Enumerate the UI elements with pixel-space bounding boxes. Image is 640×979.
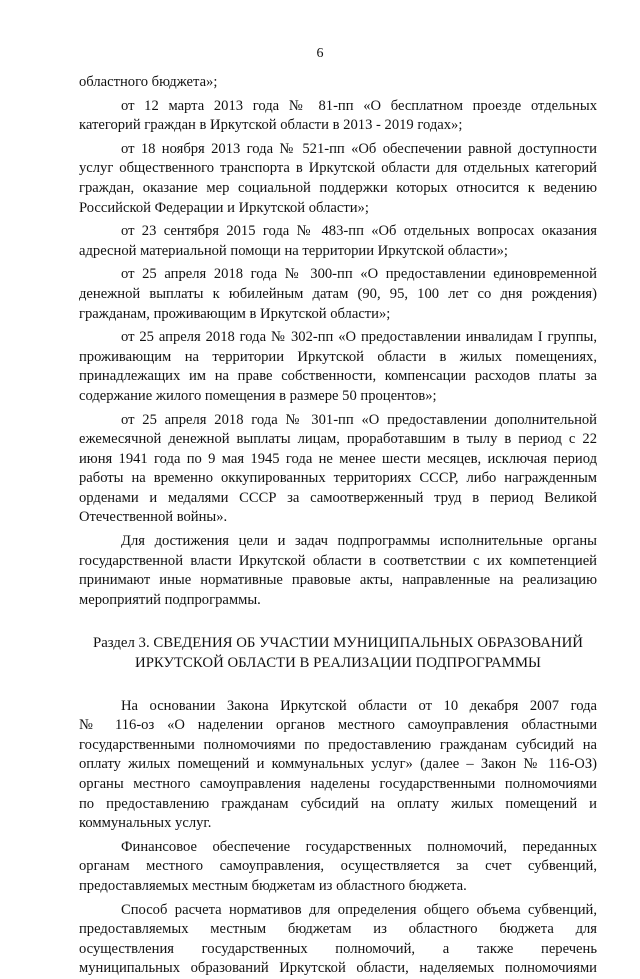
paragraph <box>79 697 597 834</box>
text-line: от 18 ноября 2013 года № 521-пп «Об обеспечении равной доступности <box>121 140 597 157</box>
section-heading-line-2: ИРКУТСКОЙ ОБЛАСТИ В РЕАЛИЗАЦИИ ПОДПРОГРАММЫ <box>135 655 541 672</box>
text-line: от 25 апреля 2018 года № 300-пп «О предоставлении единовременной <box>121 266 597 283</box>
paragraph <box>79 411 597 529</box>
text-line: государственными полномочиями по предоставлению гражданам субсидий на <box>79 736 597 753</box>
text-line: областного бюджета»; <box>79 74 218 90</box>
paragraphs-section-3 <box>79 697 597 979</box>
paragraph <box>79 73 597 93</box>
text-line: принимают иные нормативные правовые акты, направленные на реализацию <box>79 572 597 589</box>
text-line: муниципальных образований Иркутской области, наделяемых полномочиями <box>79 960 597 977</box>
text-line: работы на временно оккупированных территориях СССР, либо награжденным <box>79 470 597 487</box>
paragraph <box>79 838 597 897</box>
text-line: от 25 апреля 2018 года № 301-пп «О предоставлении дополнительной <box>121 411 597 428</box>
text-line: оплату жилых помещений и коммунальных услуг» (далее – Закон № 116-ОЗ) <box>79 756 597 773</box>
text-line: государственной власти Иркутской области в соответствии с их компетенцией <box>79 552 597 569</box>
text-line: принадлежащих им на праве собственности, компенсации расходов платы за <box>79 368 597 385</box>
paragraph <box>79 222 597 261</box>
paragraph <box>79 328 597 406</box>
text-line: проживающим на территории Иркутской области в жилых помещениях, <box>79 348 597 365</box>
page-number: 6 <box>316 46 324 61</box>
text-line: мероприятий подпрограммы. <box>79 591 261 608</box>
text-line: коммунальных услуг. <box>79 815 212 832</box>
text-line: осуществления государственных полномочий, а также перечень <box>79 940 597 957</box>
text-line: № 116-оз «О наделении органов местного самоуправления областными <box>79 717 597 734</box>
paragraphs-before-section <box>79 73 597 610</box>
text-line: адресной материальной помощи на территории Иркутской области»; <box>79 242 508 259</box>
text-line: орденами и медалями СССР за самоотверженный труд в период Великой <box>79 489 597 506</box>
paragraph <box>79 140 597 218</box>
text-line: предоставляемых местным бюджетам из областного бюджета. <box>79 877 467 894</box>
text-line: по предоставлению гражданам субсидий на оплату жилых помещений и <box>79 795 597 812</box>
text-line: от 12 марта 2013 года № 81-пп «О бесплатном проезде отдельных <box>121 97 597 114</box>
text-line: содержание жилого помещения в размере 50 процентов»; <box>79 387 437 404</box>
text-line: граждан, оказание мер социальной поддержки которых относится к ведению <box>79 179 597 196</box>
text-line: органам местного самоуправления, осуществляется за счет субвенций, <box>79 858 597 875</box>
text-line: органы местного самоуправления наделены государственными полномочиями <box>79 776 597 792</box>
text-line: предоставляемых местным бюджетам из областного бюджета для <box>79 921 597 938</box>
text-line: от 23 сентября 2015 года № 483-пп «Об отдельных вопросах оказания <box>121 223 597 240</box>
section-heading <box>79 634 597 673</box>
section-heading-line-1: Раздел 3. СВЕДЕНИЯ ОБ УЧАСТИИ МУНИЦИПАЛЬНЫХ ОБРАЗОВАНИЙ <box>93 635 583 652</box>
text-line: гражданам, проживающим в Иркутской области»; <box>79 305 391 322</box>
text-line: Российской Федерации и Иркутской области»; <box>79 199 369 216</box>
text-line: категорий граждан в Иркутской области в 2013 - 2019 годах»; <box>79 117 463 134</box>
text-line: На основании Закона Иркутской области от 10 декабря 2007 года <box>121 697 597 714</box>
text-line: услуг общественного транспорта в Иркутской области для отдельных категорий <box>79 160 597 177</box>
text-line: ежемесячной денежной выплаты лицам, проработавшим в тылу в период с 22 <box>79 431 597 448</box>
text-line: денежной выплаты к юбилейным датам (90, 95, 100 лет со дня рождения) <box>79 285 597 302</box>
paragraph <box>79 901 597 979</box>
paragraph <box>79 265 597 324</box>
text-line: Для достижения цели и задач подпрограммы исполнительные органы <box>121 533 597 550</box>
text-line: Способ расчета нормативов для определения общего объема субвенций, <box>121 901 597 918</box>
text-line: июня 1941 года по 9 мая 1945 года не менее шести месяцев, исключая период <box>79 450 597 467</box>
text-line: Финансовое обеспечение государственных полномочий, переданных <box>121 838 597 855</box>
paragraph <box>79 532 597 610</box>
paragraph <box>79 97 597 136</box>
text-line: от 25 апреля 2018 года № 302-пп «О предоставлении инвалидам I группы, <box>121 329 597 346</box>
document-body <box>79 73 597 979</box>
text-line: Отечественной войны». <box>79 509 228 526</box>
